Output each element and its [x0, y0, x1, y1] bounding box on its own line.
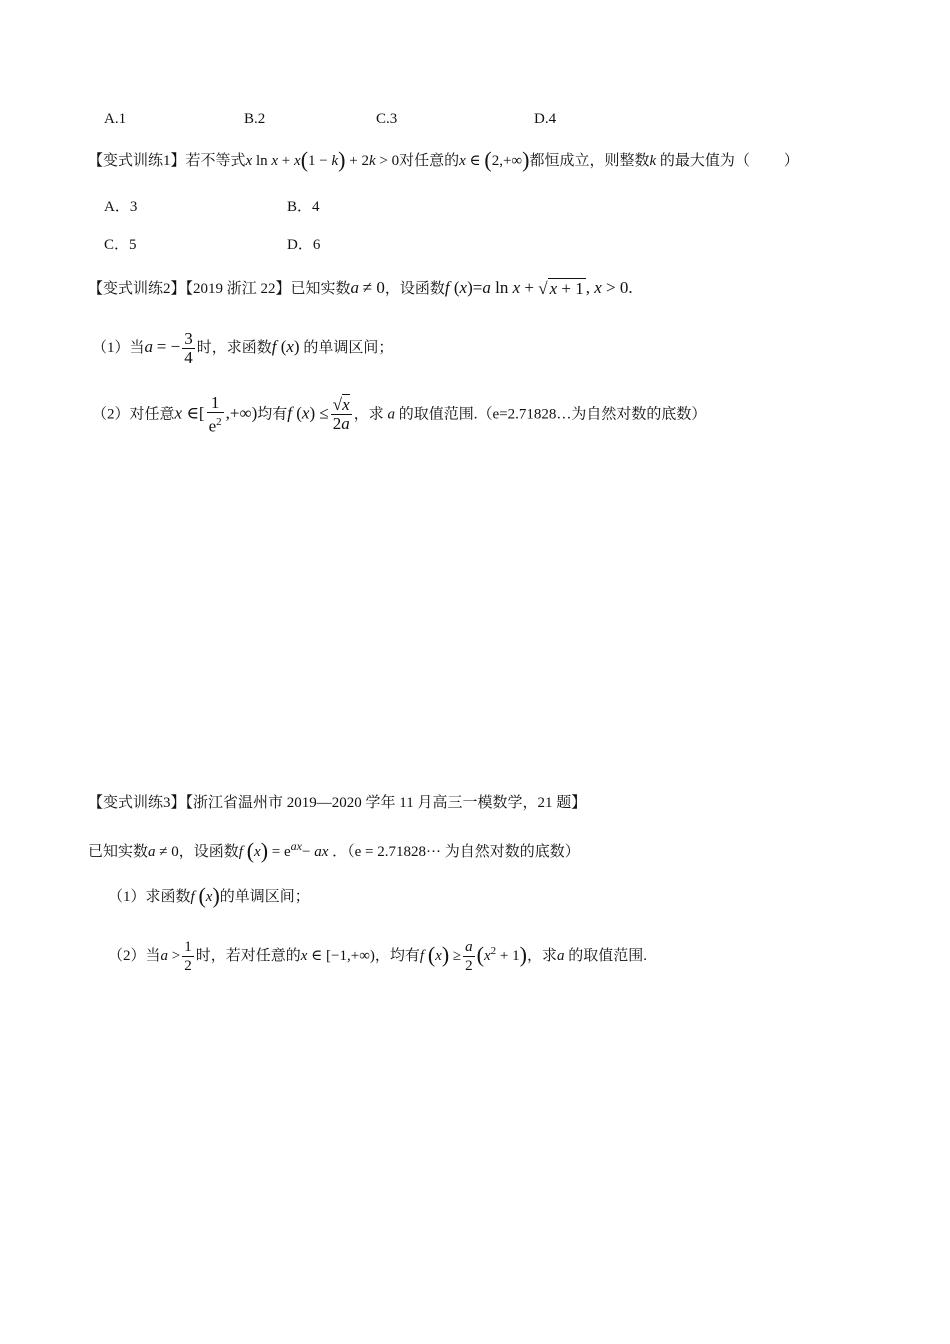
- q1-option-d: D．6: [287, 237, 321, 253]
- q1-option-b: B．4: [287, 199, 320, 215]
- question-2-stem: 【变式训练2】【2019 浙江 22】已知实数a ≠ 0，设函数f (x)=a ln x + √ x + 1 , x > 0.: [88, 278, 633, 299]
- question-2-part-1: （1）当a = − $\frac{3}{4}$ 时，求函数f (x) 的单调区间；: [92, 329, 394, 367]
- option-a: A.1: [104, 111, 127, 127]
- question-3-part-2: （2）当a > $\frac{1}{2}$ 时，若对任意的x ∈ [−1,+∞)，均有f (x) ≥ $\frac{a}{2}$ $(x^2 + 1)$，求a 的取值范围.: [108, 939, 647, 974]
- option-b: B.2: [244, 111, 266, 127]
- question-3-tag: 【变式训练3】【浙江省温州市 2019—2020 学年 11 月高三一模数学，21 题】: [88, 795, 587, 811]
- q1-option-c: C．5: [104, 237, 137, 253]
- question-3-part-1: （1）求函数f (x)的单调区间；: [108, 883, 310, 908]
- option-c: C.3: [376, 111, 398, 127]
- question-3-stem: 已知实数a ≠ 0，设函数f $(x) = e^{ax}-$ ax ．（e = 2.71828··· 为自然对数的底数）: [88, 838, 580, 863]
- question-tag: 【变式训练1】: [88, 153, 186, 169]
- question-1-stem: 【变式训练1】若不等式x ln x + x(1 − k) + 2k > 0对任意的x ∈ (2,+∞)都恒成立，则整数k 的最大值为（ ）: [88, 147, 799, 172]
- question-2-part-2: （2）对任意x ∈[ $\frac{1}{e^2}$ ,+∞)均有f (x) ≤ $\frac{√x}{2a}$ ，求 a 的取值范围.（e=2.71828…为自然对数的底数）: [92, 393, 707, 436]
- option-d: D.4: [534, 111, 557, 127]
- q1-option-a: A．3: [104, 199, 138, 215]
- question-tag: 【变式训练2】【2019 浙江 22】: [88, 281, 291, 297]
